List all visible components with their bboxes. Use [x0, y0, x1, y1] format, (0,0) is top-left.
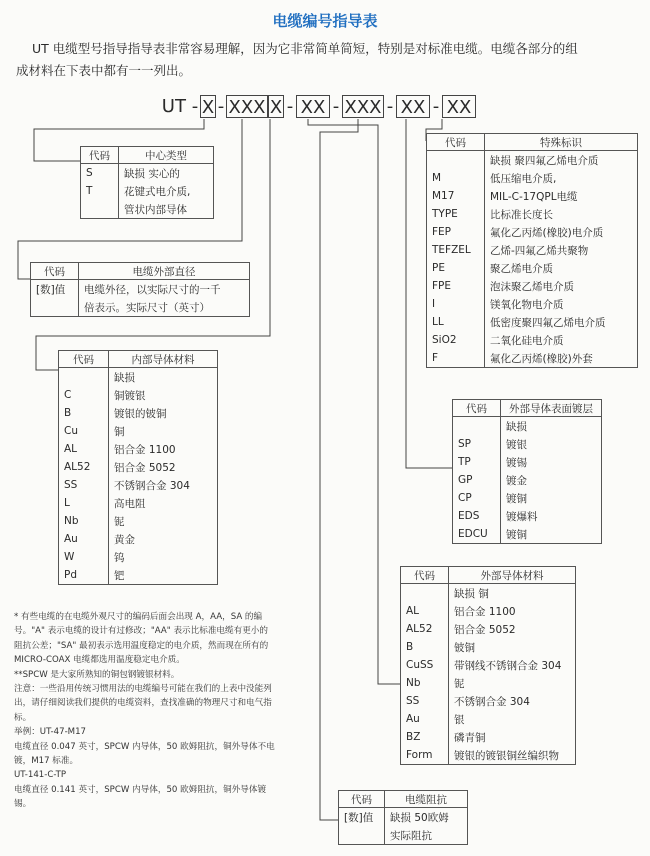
table-row: [453, 525, 602, 544]
code-cell: [数]值: [31, 280, 79, 299]
header-outer-conductor: 外部导体材料: [449, 567, 576, 584]
code-cell: Nb: [59, 512, 109, 530]
code-cell: [453, 417, 501, 436]
table-row: [427, 295, 638, 313]
table-row: [453, 435, 602, 453]
description-cell: 镀铜: [501, 525, 602, 544]
header-code: 代码: [59, 351, 109, 368]
description-cell: 铜: [109, 422, 218, 440]
description-cell: 乙烯-四氟乙烯共聚物: [485, 241, 638, 259]
note-suffix: * 有些电缆的在电缆外观尺寸的编码后面会出现 A，AA，SA 的编号。"A" 表示电缆的设计有过修改；"AA" 表示比标准电缆有更小的阻抗公差；"SA" 最初表示选用温度稳定的电介质，然而现在所有的 MICRO-COAX 电缆都选用温度稳定电介质。: [14, 612, 269, 666]
description-cell: 缺损 铜: [449, 584, 576, 603]
table-row: [427, 331, 638, 349]
description-cell: 镀爆料: [501, 507, 602, 525]
code-cell: EDCU: [453, 525, 501, 544]
table-row: [59, 404, 218, 422]
table-row: [453, 489, 602, 507]
header-center-type: 中心类型: [119, 147, 214, 164]
code-cell: [81, 200, 119, 219]
rows-center-type: [81, 164, 214, 219]
rows-outer-conductor: [401, 584, 576, 765]
description-cell: 银: [449, 710, 576, 728]
example-2-code: UT-141-C-TP: [14, 770, 67, 781]
description-cell: 黄金: [109, 530, 218, 548]
code-cell: I: [427, 295, 485, 313]
code-cell: SS: [401, 692, 449, 710]
description-cell: 低压缩电介质,: [485, 169, 638, 187]
description-cell: 铜镀银: [109, 386, 218, 404]
table-row: [59, 530, 218, 548]
note-caution: 注意：一些沿用传统习惯用法的电缆编号可能在我们的上表中没能列出，请仔细阅读我们提供的电缆资料，查找准确的物理尺寸和电气指标。: [14, 684, 272, 723]
code-cell: [427, 151, 485, 170]
table-row: [401, 728, 576, 746]
header-code: 代码: [81, 147, 119, 164]
code-cell: CP: [453, 489, 501, 507]
code-cell: B: [401, 638, 449, 656]
table-row: [427, 277, 638, 295]
code-cell: [59, 368, 109, 387]
header-special-marks: 特殊标识: [485, 134, 638, 151]
description-cell: 花键式电介质,: [119, 182, 214, 200]
description-cell: 不锈钢合金 304: [109, 476, 218, 494]
intro-line-2: 成材料在下表中都有一一列出。: [16, 63, 192, 78]
rows-impedance: [339, 808, 468, 845]
table-row: [59, 422, 218, 440]
table-row: [453, 507, 602, 525]
code-cell: C: [59, 386, 109, 404]
table-row: [427, 169, 638, 187]
code-cell: AL: [59, 440, 109, 458]
code-segment: XXX: [342, 95, 384, 118]
table-row: [59, 368, 218, 387]
description-cell: 管状内部导体: [119, 200, 214, 219]
table-row: [59, 476, 218, 494]
description-cell: 铝合金 1100: [109, 440, 218, 458]
code-cell: Nb: [401, 674, 449, 692]
code-cell: Au: [59, 530, 109, 548]
table-row: [401, 692, 576, 710]
header-code: 代码: [339, 791, 385, 808]
table-row: [401, 656, 576, 674]
table-row: [401, 620, 576, 638]
table-row: [59, 386, 218, 404]
table-surface-plating: [452, 399, 602, 544]
table-row: [59, 566, 218, 585]
description-cell: 不锈钢合金 304: [449, 692, 576, 710]
code-separator: UT -: [161, 96, 199, 117]
code-separator: -: [386, 96, 394, 117]
rows-special-marks: [427, 151, 638, 368]
code-cell: [339, 826, 385, 845]
table-row: [453, 453, 602, 471]
example-1-code: 举例：UT-47-M17: [14, 727, 87, 738]
note-spcw: **SPCW 是大家所熟知的铜包钢镀银材料。: [14, 669, 180, 680]
code-cell: M: [427, 169, 485, 187]
description-cell: 实际阻抗: [385, 826, 468, 845]
code-cell: M17: [427, 187, 485, 205]
code-cell: SP: [453, 435, 501, 453]
description-cell: 镀银: [501, 435, 602, 453]
table-row: [401, 674, 576, 692]
code-cell: [401, 584, 449, 603]
code-cell: S: [81, 164, 119, 183]
example-1-text: 电缆直径 0.047 英寸，SPCW 内导体，50 欧姆阻抗，铜外导体不电镀，M17 标准。: [14, 741, 275, 767]
description-cell: 电缆外径，以实际尺寸的一千: [79, 280, 250, 299]
page-title: 电缆编号指导表: [272, 12, 378, 30]
code-cell: F: [427, 349, 485, 368]
description-cell: 氟化乙丙烯(橡胶)外套: [485, 349, 638, 368]
table-row: [427, 241, 638, 259]
description-cell: 镀银的铍铜: [109, 404, 218, 422]
description-cell: 镀锡: [501, 453, 602, 471]
code-separator: -: [217, 96, 225, 117]
code-cell: FEP: [427, 223, 485, 241]
code-segment: XX: [396, 95, 430, 118]
description-cell: MIL-C-17QPL电缆: [485, 187, 638, 205]
header-inner-conductor: 内部导体材料: [109, 351, 218, 368]
description-cell: 铍铜: [449, 638, 576, 656]
table-row: [81, 200, 214, 219]
header-code: 代码: [427, 134, 485, 151]
table-impedance: [338, 790, 468, 845]
table-row: [59, 494, 218, 512]
header-outer-diameter: 电缆外部直径: [79, 263, 250, 280]
header-code: 代码: [401, 567, 449, 584]
table-row: [427, 205, 638, 223]
table-row: [401, 584, 576, 603]
description-cell: 聚乙烯电介质: [485, 259, 638, 277]
description-cell: 倍表示。实际尺寸（英寸）: [79, 298, 250, 317]
table-row: [427, 151, 638, 170]
code-cell: GP: [453, 471, 501, 489]
description-cell: 镀铜: [501, 489, 602, 507]
intro-line-1: UT 电缆型号指导指导表非常容易理解，因为它非常简单简短，特别是对标准电缆。电缆各部分的组: [32, 41, 578, 56]
description-cell: 缺损: [501, 417, 602, 436]
description-cell: 泡沫聚乙烯电介质: [485, 277, 638, 295]
description-cell: 镀银的镀银铜丝编织物: [449, 746, 576, 765]
table-special-marks: [426, 133, 638, 368]
example-2-text: 电缆直径 0.141 英寸，SPCW 内导体，50 欧姆阻抗，铜外导体镀锡。: [14, 784, 267, 810]
description-cell: 氟化乙丙烯(橡胶)电介质: [485, 223, 638, 241]
code-cell: TYPE: [427, 205, 485, 223]
description-cell: 铝合金 5052: [449, 620, 576, 638]
table-row: [401, 710, 576, 728]
description-cell: 缺损 50欧姆: [385, 808, 468, 827]
code-segment: XX: [442, 95, 476, 118]
description-cell: 二氧化硅电介质: [485, 331, 638, 349]
description-cell: 磷青铜: [449, 728, 576, 746]
code-cell: Form: [401, 746, 449, 765]
header-impedance: 电缆阻抗: [385, 791, 468, 808]
rows-surface-plating: [453, 417, 602, 544]
table-row: [81, 182, 214, 200]
code-cell: PE: [427, 259, 485, 277]
description-cell: 钯: [109, 566, 218, 585]
rows-outer-diameter: [31, 280, 250, 317]
table-row: [339, 826, 468, 845]
table-row: [401, 746, 576, 765]
table-row: [427, 223, 638, 241]
code-cell: [数]值: [339, 808, 385, 827]
table-row: [427, 313, 638, 331]
table-row: [453, 471, 602, 489]
description-cell: 镁氧化物电介质: [485, 295, 638, 313]
table-row: [59, 458, 218, 476]
code-segment: X: [269, 97, 283, 118]
description-cell: 铌: [109, 512, 218, 530]
description-cell: 铝合金 1100: [449, 602, 576, 620]
description-cell: 钨: [109, 548, 218, 566]
code-segment: X: [201, 97, 215, 118]
description-cell: 缺损: [109, 368, 218, 387]
code-cell: W: [59, 548, 109, 566]
description-cell: 缺损 聚四氟乙烯电介质: [485, 151, 638, 170]
header-surface-plating: 外部导体表面镀层: [501, 400, 602, 417]
header-code: 代码: [31, 263, 79, 280]
table-row: [31, 298, 250, 317]
table-outer-diameter: [30, 262, 250, 317]
code-separator: -: [432, 96, 440, 117]
code-cell: AL52: [401, 620, 449, 638]
code-cell: Cu: [59, 422, 109, 440]
table-row: [401, 638, 576, 656]
code-cell: B: [59, 404, 109, 422]
code-separator: -: [286, 96, 294, 117]
connector-outer-conductor: [308, 119, 400, 684]
code-cell: [31, 298, 79, 317]
code-cell: T: [81, 182, 119, 200]
code-cell: SS: [59, 476, 109, 494]
description-cell: 镀金: [501, 471, 602, 489]
table-row: [401, 602, 576, 620]
description-cell: 低密度聚四氟乙烯电介质: [485, 313, 638, 331]
code-segment: XX: [296, 95, 330, 118]
rows-inner-conductor: [59, 368, 218, 585]
code-cell: SiO2: [427, 331, 485, 349]
table-outer-conductor: [400, 566, 576, 765]
table-row: [427, 349, 638, 368]
code-separator: -: [332, 96, 340, 117]
code-cell: LL: [427, 313, 485, 331]
code-cell: TP: [453, 453, 501, 471]
code-cell: AL: [401, 602, 449, 620]
table-row: [339, 808, 468, 827]
code-cell: Au: [401, 710, 449, 728]
description-cell: 缺损 实心的: [119, 164, 214, 183]
code-cell: FPE: [427, 277, 485, 295]
code-cell: L: [59, 494, 109, 512]
description-cell: 比标准长度长: [485, 205, 638, 223]
code-cell: AL52: [59, 458, 109, 476]
table-row: [453, 417, 602, 436]
code-cell: EDS: [453, 507, 501, 525]
table-row: [427, 187, 638, 205]
code-cell: TEFZEL: [427, 241, 485, 259]
table-row: [59, 440, 218, 458]
header-code: 代码: [453, 400, 501, 417]
table-inner-conductor: [58, 350, 218, 585]
description-cell: 铌: [449, 674, 576, 692]
description-cell: 铝合金 5052: [109, 458, 218, 476]
table-row: [59, 548, 218, 566]
table-center-type: [80, 146, 214, 219]
description-cell: 带钢线不锈钢合金 304: [449, 656, 576, 674]
description-cell: 高电阻: [109, 494, 218, 512]
table-row: [81, 164, 214, 183]
table-row: [59, 512, 218, 530]
connector-impedance: [320, 119, 358, 820]
code-segment: XXX: [226, 95, 268, 118]
table-row: [31, 280, 250, 299]
notes: [14, 610, 276, 812]
code-cell: Pd: [59, 566, 109, 585]
code-cell: CuSS: [401, 656, 449, 674]
code-cell: BZ: [401, 728, 449, 746]
table-row: [427, 259, 638, 277]
